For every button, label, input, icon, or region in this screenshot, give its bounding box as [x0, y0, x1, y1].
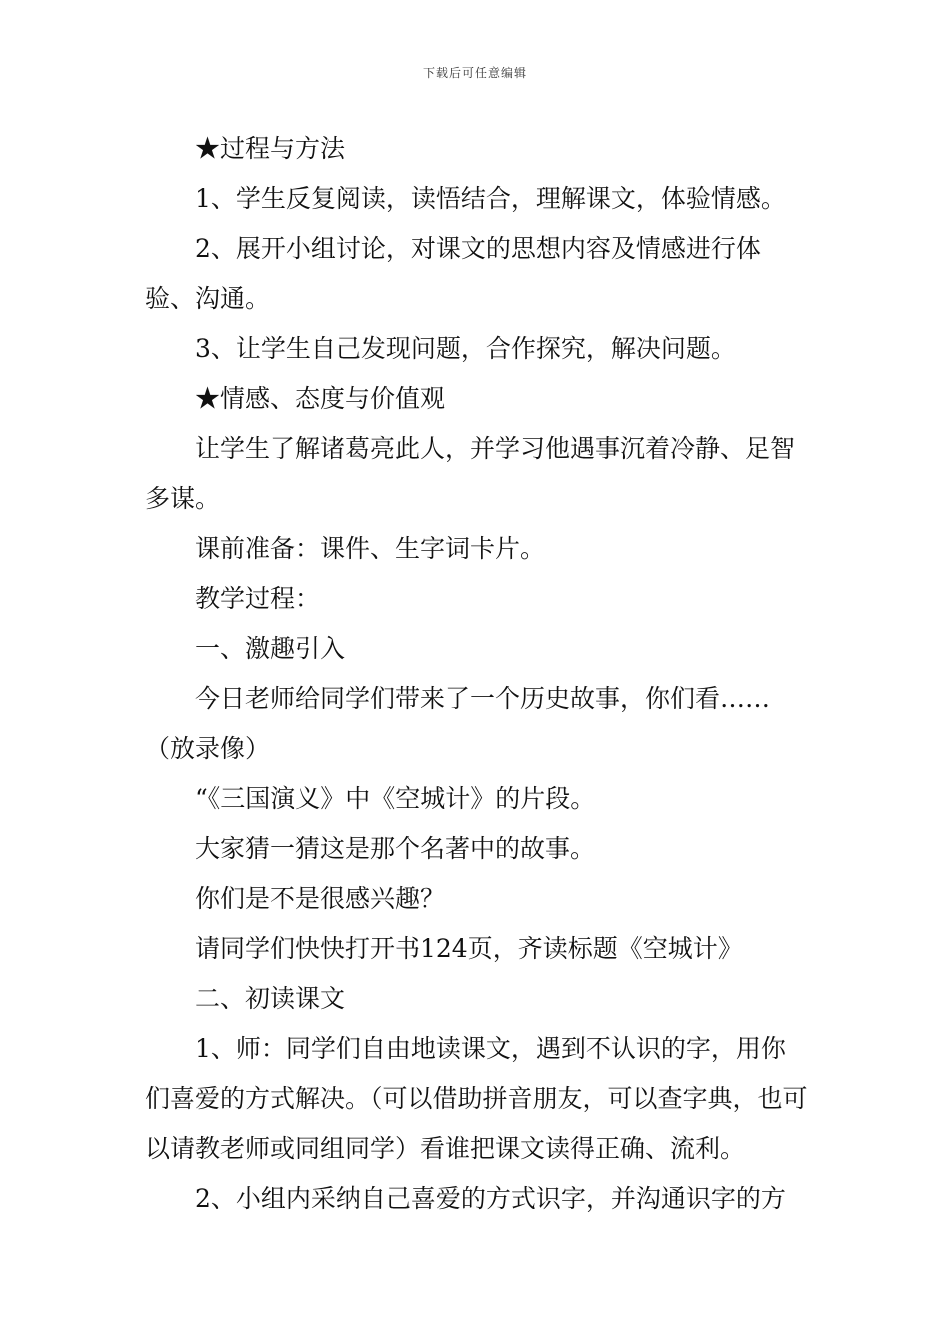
paragraph: 2、展开小组讨论，对课文的思想内容及情感进行体验、沟通。 — [145, 234, 761, 313]
document-body — [145, 124, 810, 1224]
heading-emotion-values: ★情感、态度与价值观 — [195, 384, 446, 413]
paragraph: 让学生了解诸葛亮此人，并学习他遇事沉着冷静、足智多谋。 — [145, 434, 796, 513]
paragraph: 你们是不是很感兴趣？ — [195, 884, 446, 913]
page-header: 下载后可任意编辑 — [422, 66, 527, 80]
paragraph: 2、小组内采纳自己喜爱的方式识字，并沟通识字的方 — [195, 1184, 786, 1213]
paragraph: 1、师：同学们自由地读课文，遇到不认识的字，用你们喜爱的方式解决。（可以借助拼音朋友，可以查字典，也可以请教老师或同组同学）看谁把课文读得正确、流利。 — [145, 1034, 808, 1163]
paragraph: 大家猜一猜这是那个名著中的故事。 — [195, 834, 596, 863]
paragraph: 1、学生反复阅读，读悟结合，理解课文，体验情感。 — [195, 184, 786, 213]
paragraph: 课前准备：课件、生字词卡片。 — [195, 534, 546, 563]
section-heading: 二、初读课文 — [195, 984, 346, 1013]
paragraph: 今日老师给同学们带来了一个历史故事，你们看……（放录像） — [145, 684, 771, 763]
paragraph: 教学过程： — [195, 584, 321, 613]
paragraph: “《三国演义》中《空城计》的片段。 — [195, 784, 596, 813]
paragraph: 请同学们快快打开书124页，齐读标题《空城计》 — [195, 934, 743, 963]
section-heading: 一、激趣引入 — [195, 634, 346, 663]
heading-process-method: ★过程与方法 — [195, 134, 346, 163]
paragraph: 3、让学生自己发现问题，合作探究，解决问题。 — [195, 334, 736, 363]
